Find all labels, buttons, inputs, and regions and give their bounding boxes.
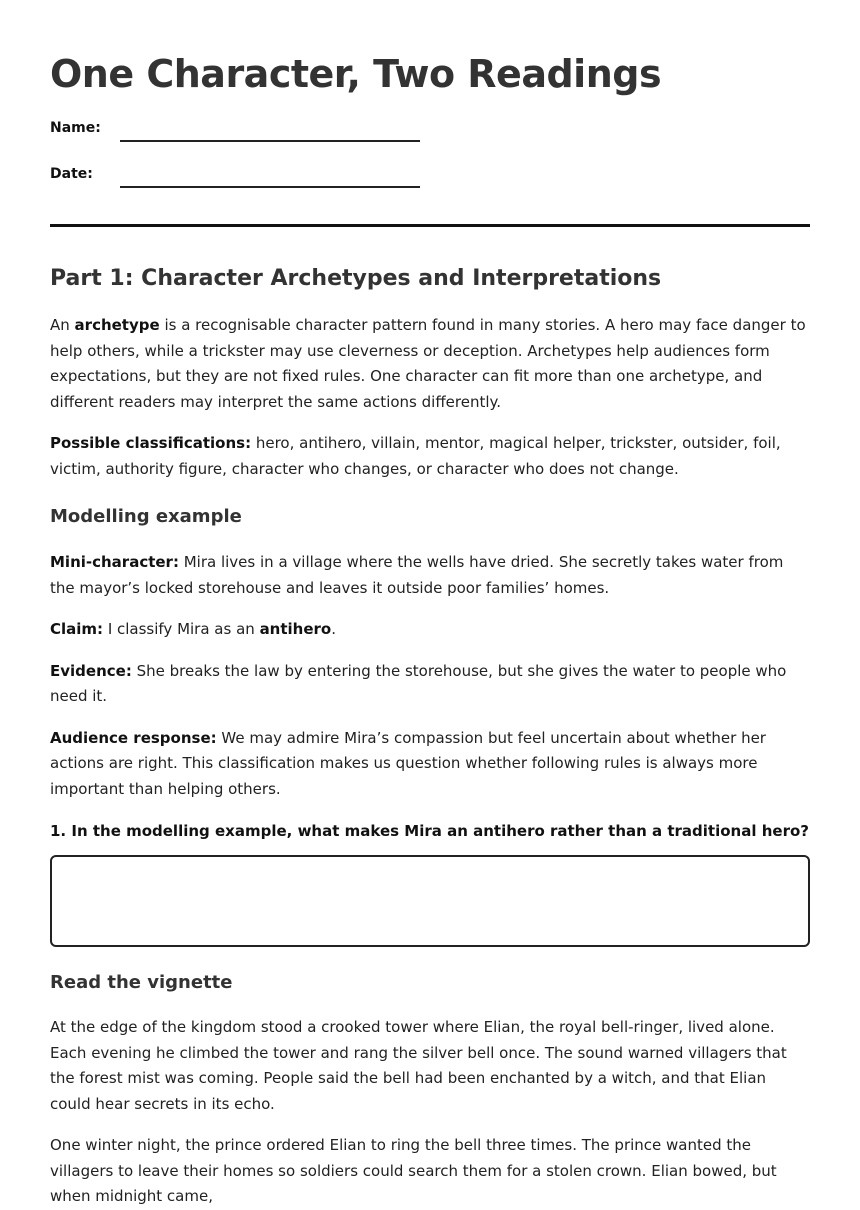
header-divider <box>50 224 810 227</box>
evidence-paragraph <box>50 659 810 710</box>
intro-lead: An <box>50 316 75 334</box>
vignette-paragraph-1: At the edge of the kingdom stood a crooked tower where Elian, the royal bell-ringer, lived alone. Each evening he climbed the tower and rang the silver bell once. The sound warned villagers that the forest mist was coming. People said the bell had been enchanted by a witch, and that Elian could hear secrets in its echo. <box>50 1018 787 1113</box>
claim-label: Claim: <box>50 620 104 638</box>
mini-character-paragraph <box>50 550 810 601</box>
mini-character-text: Mira lives in a village where the wells have dried. She secretly takes water from the mayor’s locked storehouse and leaves it outside poor families’ homes. <box>50 553 784 597</box>
classifications-text: hero, antihero, villain, mentor, magical helper, trickster, outsider, foil, victim, authority figure, character who changes, or character who does not change. <box>50 434 781 478</box>
audience-response-paragraph <box>50 726 810 803</box>
vignette-heading: Read the vignette <box>50 972 233 993</box>
part1-heading: Part 1: Character Archetypes and Interpretations <box>50 266 662 291</box>
claim-paragraph <box>50 617 810 643</box>
name-field-row <box>50 118 810 142</box>
intro-rest: is a recognisable character pattern found in many stories. A hero may face danger to help others, while a trickster may use cleverness or deception. Archetypes help audiences form expectations, but they are not fixed rules. One character can fit more than one archetype, and different readers may interpret the same actions differently. <box>50 316 806 411</box>
claim-term: antihero <box>259 620 332 638</box>
question-1-answer-box[interactable] <box>50 855 810 947</box>
page-title: One Character, Two Readings <box>50 52 662 96</box>
mini-character-label: Mini-character: <box>50 553 179 571</box>
archetype-intro-paragraph <box>50 313 810 415</box>
name-input-line[interactable] <box>120 118 420 142</box>
name-label: Name: <box>50 120 101 136</box>
claim-end: . <box>331 620 337 638</box>
date-input-line[interactable] <box>120 164 420 188</box>
classifications-label: Possible classifications: <box>50 434 252 452</box>
evidence-text: She breaks the law by entering the storehouse, but she gives the water to people who need it. <box>50 661 787 705</box>
date-label: Date: <box>50 166 93 182</box>
question-1: 1. In the modelling example, what makes Mira an antihero rather than a traditional hero? <box>50 822 809 840</box>
modelling-heading: Modelling example <box>50 506 242 527</box>
evidence-label: Evidence: <box>50 661 132 680</box>
claim-lead: I classify Mira as an <box>103 620 260 638</box>
vignette-paragraph-2: One winter night, the prince ordered Elian to ring the bell three times. The prince wanted the villagers to leave their homes so soldiers could search them for a stolen crown. Elian bowed, but when midnight came, <box>50 1136 777 1205</box>
audience-response-label: Audience response: <box>50 728 217 747</box>
date-field-row <box>50 164 810 188</box>
audience-response-text: We may admire Mira’s compassion but feel uncertain about whether her actions are right. This classification makes us question whether following rules is always more important than helping others. <box>50 728 766 798</box>
classifications-paragraph <box>50 431 810 482</box>
archetype-term: archetype <box>74 316 160 334</box>
